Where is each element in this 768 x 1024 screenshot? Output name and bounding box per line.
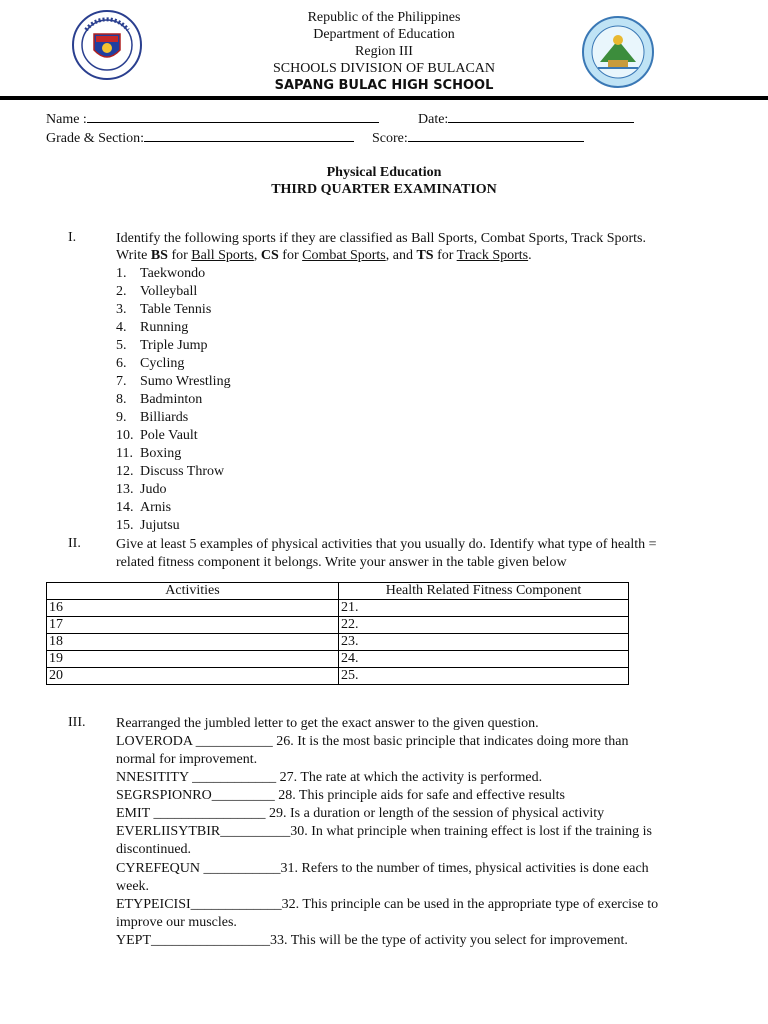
score-field[interactable] [372, 129, 584, 147]
table-cell[interactable]: 25. [339, 668, 629, 685]
table-header-fitness-component: Health Related Fitness Component [339, 583, 629, 600]
activities-table [46, 582, 629, 685]
part3-instruction: Rearranged the jumbled letter to get the exact answer to the given question. [116, 716, 539, 731]
table-header-row [47, 583, 629, 600]
list-item: 8. Badminton [116, 392, 203, 407]
table-row [47, 617, 629, 634]
part2-instruction-line1: Give at least 5 examples of physical activities that you usually do. Identify what type of health = [116, 537, 657, 552]
part1-numeral: I. [68, 230, 77, 245]
question-line: ETYPEICISI_____________32. This principle can be used in the appropriate type of exercise to [116, 897, 659, 912]
list-item: 11. Boxing [116, 446, 182, 461]
list-item: 15. Jujutsu [116, 518, 180, 533]
name-blank[interactable] [87, 110, 379, 123]
table-header-activities: Activities [47, 583, 339, 600]
list-item: 2. Volleyball [116, 284, 198, 299]
table-cell[interactable]: 19 [47, 651, 339, 668]
header-line-republic: Republic of the Philippines [307, 10, 461, 25]
name-label: Name : [46, 112, 87, 127]
list-item: 9. Billiards [116, 410, 189, 425]
question-line: EMIT ________________ 29. Is a duration or length of the session of physical activity [116, 806, 605, 821]
header-school-name: SAPANG BULAC HIGH SCHOOL [274, 78, 494, 93]
question-line: normal for improvement. [116, 752, 258, 767]
grade-section-blank[interactable] [144, 129, 354, 142]
part1-instruction-line2: Write BS for Ball Sports, CS for Combat Sports, and TS for Track Sports. [116, 248, 532, 263]
part1-instruction-line1: Identify the following sports if they are classified as Ball Sports, Combat Sports, Track Sports. [116, 231, 647, 246]
list-item: 4. Running [116, 320, 189, 335]
list-item: 6. Cycling [116, 356, 185, 371]
list-item: 1. Taekwondo [116, 266, 206, 281]
question-line: YEPT_________________33. This will be the type of activity you select for improvement. [116, 933, 628, 948]
question-line: improve our muscles. [116, 915, 237, 930]
table-cell[interactable]: 18 [47, 634, 339, 651]
table-cell[interactable]: 22. [339, 617, 629, 634]
question-line: NNESITITY ____________ 27. The rate at which the activity is performed. [116, 770, 543, 785]
date-blank[interactable] [448, 110, 634, 123]
subject-title: Physical Education [326, 165, 442, 180]
score-label: Score: [372, 131, 408, 146]
question-line: week. [116, 879, 150, 894]
grade-section-field[interactable] [46, 129, 354, 147]
school-seal-icon [582, 16, 654, 88]
list-item: 12. Discuss Throw [116, 464, 225, 479]
name-field[interactable] [46, 110, 379, 128]
score-blank[interactable] [408, 129, 584, 142]
table-row [47, 651, 629, 668]
date-label: Date: [418, 112, 449, 127]
part3-numeral: III. [68, 715, 86, 730]
question-line: SEGRSPIONRO_________ 28. This principle aids for safe and effective results [116, 788, 565, 803]
table-row [47, 668, 629, 685]
table-cell[interactable]: 20 [47, 668, 339, 685]
list-item: 5. Triple Jump [116, 338, 208, 353]
table-cell[interactable]: 23. [339, 634, 629, 651]
table-cell[interactable]: 21. [339, 600, 629, 617]
list-item: 3. Table Tennis [116, 302, 212, 317]
table-row [47, 634, 629, 651]
part2-numeral: II. [68, 536, 81, 551]
header-line-division: SCHOOLS DIVISION OF BULACAN [272, 61, 496, 76]
list-item: 7. Sumo Wrestling [116, 374, 231, 389]
question-line: discontinued. [116, 842, 192, 857]
table-cell[interactable]: 17 [47, 617, 339, 634]
table-row [47, 600, 629, 617]
date-field[interactable] [418, 110, 634, 128]
grade-section-label: Grade & Section: [46, 131, 144, 146]
list-item: 14. Arnis [116, 500, 172, 515]
list-item: 13. Judo [116, 482, 167, 497]
header-line-region: Region III [355, 44, 413, 59]
header-divider [0, 96, 768, 100]
header-line-department: Department of Education [313, 27, 455, 42]
table-cell[interactable]: 24. [339, 651, 629, 668]
question-line: CYREFEQUN ___________31. Refers to the number of times, physical activities is done each [116, 861, 649, 876]
part2-instruction-line2: related fitness component it belongs. Write your answer in the table given below [116, 555, 567, 570]
table-cell[interactable]: 16 [47, 600, 339, 617]
question-line: LOVERODA ___________ 26. It is the most basic principle that indicates doing more than [116, 734, 629, 749]
question-line: EVERLIISYTBIR__________30. In what principle when training effect is lost if the training is [116, 824, 652, 839]
list-item: 10. Pole Vault [116, 428, 198, 443]
exam-title: THIRD QUARTER EXAMINATION [271, 182, 497, 197]
